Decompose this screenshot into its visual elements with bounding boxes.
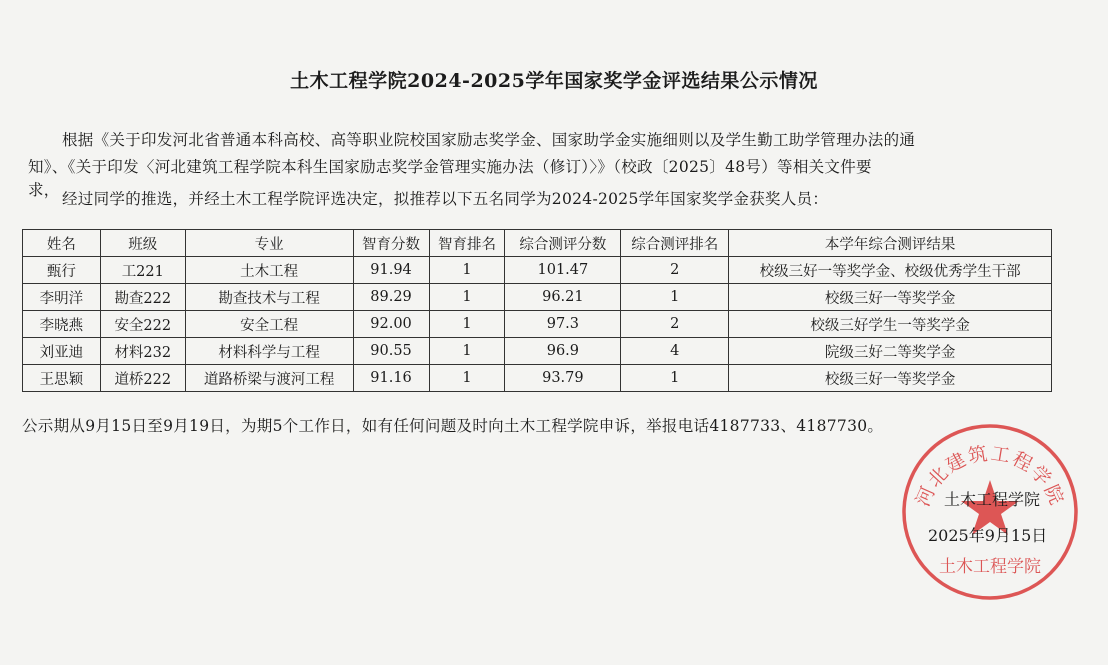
header-class: 班级 [100,230,185,257]
cell-major: 土木工程 [185,257,353,284]
intro-line-1: 根据《关于印发河北省普通本科高校、高等职业院校国家励志奖学金、国家助学金实施细则以及学生勤工助学管理办法的通 [62,131,916,149]
cell-class: 工221 [100,257,185,284]
table-row [23,365,1052,392]
header-evaluation-result: 本学年综合测评结果 [729,230,1052,257]
table-row [23,284,1052,311]
cell-evaluation-result: 院级三好二等奖学金 [729,338,1052,365]
cell-major: 材料科学与工程 [185,338,353,365]
official-seal-stamp [898,420,1082,604]
seal-inner-text: 土木工程学院 [939,557,1041,577]
cell-major: 道路桥梁与渡河工程 [185,365,353,392]
cell-evaluation-result: 校级三好学生一等奖学金 [729,311,1052,338]
table-header-row [23,230,1052,257]
cell-academic-rank: 1 [429,338,505,365]
publicity-notice: 公示期从9月15日至9月19日，为期5个工作日，如有任何问题及时向土木工程学院申诉，举报电话4187733、4187730。 [22,417,884,435]
cell-overall-score: 101.47 [505,257,621,284]
table-row [23,257,1052,284]
cell-class: 道桥222 [100,365,185,392]
cell-name: 王思颖 [23,365,101,392]
cell-name: 甄行 [23,257,101,284]
header-overall-score: 综合测评分数 [505,230,621,257]
cell-evaluation-result: 校级三好一等奖学金、校级优秀学生干部 [729,257,1052,284]
cell-overall-score: 96.21 [505,284,621,311]
cell-academic-rank: 1 [429,257,505,284]
cell-name: 李明洋 [23,284,101,311]
signature-date: 2025年9月15日 [928,526,1048,545]
table-row [23,338,1052,365]
cell-academic-score: 92.00 [353,311,429,338]
cell-overall-rank: 1 [621,365,729,392]
table-row [23,311,1052,338]
cell-name: 李晓燕 [23,311,101,338]
cell-overall-score: 97.3 [505,311,621,338]
cell-academic-score: 91.94 [353,257,429,284]
cell-class: 勘查222 [100,284,185,311]
header-major: 专业 [185,230,353,257]
cell-major: 勘查技术与工程 [185,284,353,311]
cell-academic-score: 89.29 [353,284,429,311]
cell-name: 刘亚迪 [23,338,101,365]
cell-academic-rank: 1 [429,311,505,338]
intro-line-2: 知》、《关于印发〈河北建筑工程学院本科生国家励志奖学金管理实施办法（修订）〉》（校政〔2025〕48号）等相关文件要 [28,158,872,176]
scholarship-table [22,229,1052,392]
header-overall-rank: 综合测评排名 [621,230,729,257]
cell-overall-rank: 4 [621,338,729,365]
cell-overall-rank: 2 [621,257,729,284]
cell-academic-rank: 1 [429,365,505,392]
intro-line-4: 经过同学的推选，并经土木工程学院评选决定，拟推荐以下五名同学为2024-2025学年国家奖学金获奖人员： [62,190,829,208]
cell-overall-rank: 1 [621,284,729,311]
cell-class: 材料232 [100,338,185,365]
cell-major: 安全工程 [185,311,353,338]
signature-organization: 土木工程学院 [944,490,1041,509]
cell-overall-score: 96.9 [505,338,621,365]
header-academic-score: 智育分数 [353,230,429,257]
cell-academic-rank: 1 [429,284,505,311]
cell-class: 安全222 [100,311,185,338]
cell-overall-score: 93.79 [505,365,621,392]
seal-outer-text: 河北建筑工程学院 [911,442,1069,510]
cell-overall-rank: 2 [621,311,729,338]
header-name: 姓名 [23,230,101,257]
cell-academic-score: 90.55 [353,338,429,365]
header-academic-rank: 智育排名 [429,230,505,257]
document-title: 土木工程学院2024-2025学年国家奖学金评选结果公示情况 [290,70,818,92]
intro-line-3: 求， [28,181,60,199]
cell-academic-score: 91.16 [353,365,429,392]
cell-evaluation-result: 校级三好一等奖学金 [729,365,1052,392]
cell-evaluation-result: 校级三好一等奖学金 [729,284,1052,311]
